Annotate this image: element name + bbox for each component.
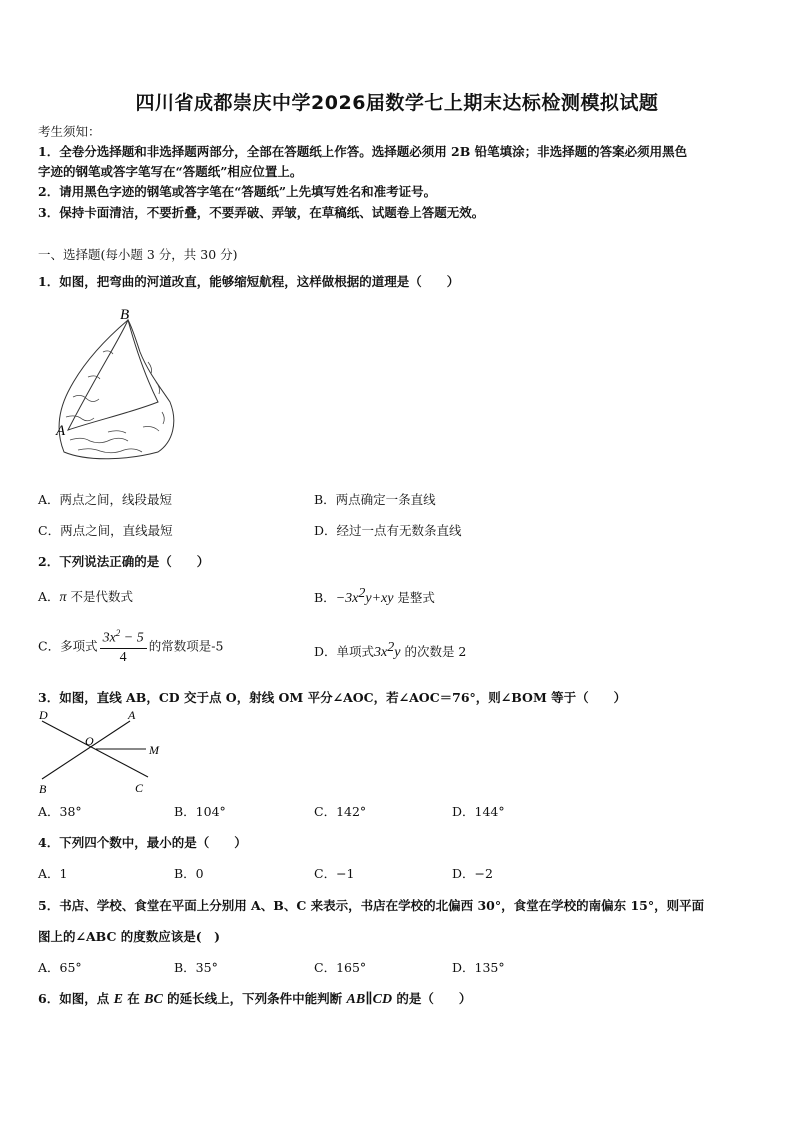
q2-option-a <box>38 587 133 606</box>
q1-label-a: A <box>56 423 66 439</box>
q2-option-d <box>314 640 466 661</box>
q3-lines-figure <box>34 705 174 797</box>
section-heading: 一、选择题(每小题 3 分，共 30 分) <box>38 247 238 262</box>
q2-option-c-fraction <box>100 628 147 666</box>
q2-option-b-suffix: 是整式 <box>393 590 435 606</box>
q1-label-b: B <box>120 307 130 323</box>
q5-option-b: B．35° <box>174 960 218 975</box>
q2-option-c-numerator-exponent: 2 <box>115 628 121 638</box>
q6-point-e: E <box>113 992 123 1007</box>
q5-stem-line-1: 5．书店、学校、食堂在平面上分别用 A、B、C 来表示，书店在学校的北偏西 30°，食堂在学校的南偏东 15°，则平面 <box>38 898 705 913</box>
q2-option-b-math-1: −3x <box>335 591 359 607</box>
line-ba <box>42 721 130 779</box>
q6-parallel-expr: AB∥CD <box>346 992 393 1007</box>
q6-stem-a: 6．如图，点 <box>38 991 114 1006</box>
q1-option-c: C．两点之间，直线最短 <box>38 523 173 538</box>
q4-option-a: A．1 <box>38 866 68 881</box>
q3-label-c: C <box>135 781 144 795</box>
river-figure <box>48 302 183 472</box>
q2-option-d-prefix: D．单项式 <box>314 644 375 660</box>
q2-option-d-math-1: 3x <box>374 645 388 661</box>
q1-option-d: D．经过一点有无数条直线 <box>314 523 462 538</box>
q5-option-c: C．165° <box>314 960 367 975</box>
q3-option-a: A．38° <box>38 804 82 819</box>
q5-option-d: D．135° <box>452 960 505 975</box>
notice-heading: 考生须知： <box>38 124 101 139</box>
q4-stem: 4．下列四个数中，最小的是（ ） <box>38 835 247 850</box>
q2-option-b-prefix: B． <box>314 590 336 606</box>
q1-stem: 1．如图，把弯曲的河道改直，能够缩短航程，这样做根据的道理是（ ） <box>38 274 460 289</box>
q5-option-a: A．65° <box>38 960 82 975</box>
notice-item-1-line-2: 字迹的钢笔或答字笔写在“答题纸”相应位置上。 <box>38 164 303 179</box>
q2-option-c-numerator-b: − 5 <box>120 630 144 646</box>
q3-option-b: B．104° <box>174 804 226 819</box>
q4-option-b: B．0 <box>174 866 204 881</box>
q3-label-o: O <box>85 734 94 748</box>
q2-option-c-numerator-a: 3x <box>102 630 116 646</box>
q2-option-c <box>38 628 223 666</box>
q2-option-a-prefix: A． <box>38 589 60 604</box>
page-title: 四川省成都崇庆中学2026届数学七上期末达标检测模拟试题 <box>135 92 659 114</box>
q3-label-d: D <box>39 708 48 722</box>
q2-option-c-numerator <box>100 628 147 649</box>
q2-option-d-suffix: 的次数是 2 <box>400 644 467 660</box>
q2-option-d-exponent: 2 <box>387 640 395 655</box>
q2-option-a-suffix: 不是代数式 <box>66 589 134 604</box>
q2-option-d-math-2: y <box>394 645 401 661</box>
q6-stem-d: 的是（ ） <box>392 991 472 1006</box>
q3-option-d: D．144° <box>452 804 505 819</box>
q4-option-c: C．−1 <box>314 866 355 881</box>
q2-option-b-exponent: 2 <box>358 586 366 601</box>
q3-label-m: M <box>149 743 159 757</box>
q4-option-d: D．−2 <box>452 866 493 881</box>
q2-option-c-prefix: C．多项式 <box>38 638 98 654</box>
q5-stem-line-2: 图上的∠ABC 的度数应该是( ) <box>38 929 221 944</box>
notice-item-3: 3．保持卡面清洁，不要折叠，不要弄破、弄皱，在草稿纸、试题卷上答题无效。 <box>38 205 485 220</box>
q6-stem-c: 的延长线上，下列条件中能判断 <box>162 991 347 1006</box>
q6-segment-bc: BC <box>144 992 163 1007</box>
q1-option-a: A．两点之间，线段最短 <box>38 492 173 507</box>
q2-option-c-denominator: 4 <box>119 649 127 665</box>
q2-option-b <box>314 586 435 607</box>
q3-label-b: B <box>39 782 47 796</box>
q2-option-a-math: π <box>59 590 67 605</box>
notice-item-2: 2．请用黑色字迹的钢笔或答字笔在“答题纸”上先填写姓名和准考证号。 <box>38 184 437 199</box>
q6-stem <box>38 989 471 1008</box>
q2-option-b-math-2: y+xy <box>365 591 394 607</box>
q2-option-c-suffix: 的常数项是-5 <box>148 638 224 654</box>
q3-label-a: A <box>128 708 136 722</box>
q3-stem: 3．如图，直线 AB，CD 交于点 O，射线 OM 平分∠AOC，若∠AOC＝76°，则∠BOM 等于（ ） <box>38 690 627 705</box>
q6-stem-b: 在 <box>122 991 145 1006</box>
notice-item-1-line-1: 1．全卷分选择题和非选择题两部分，全部在答题纸上作答。选择题必须用 2B 铅笔填涂；非选择题的答案必须用黑色 <box>38 144 688 159</box>
q3-option-c: C．142° <box>314 804 367 819</box>
q2-stem: 2．下列说法正确的是（ ） <box>38 554 210 569</box>
q1-option-b: B．两点确定一条直线 <box>314 492 436 507</box>
